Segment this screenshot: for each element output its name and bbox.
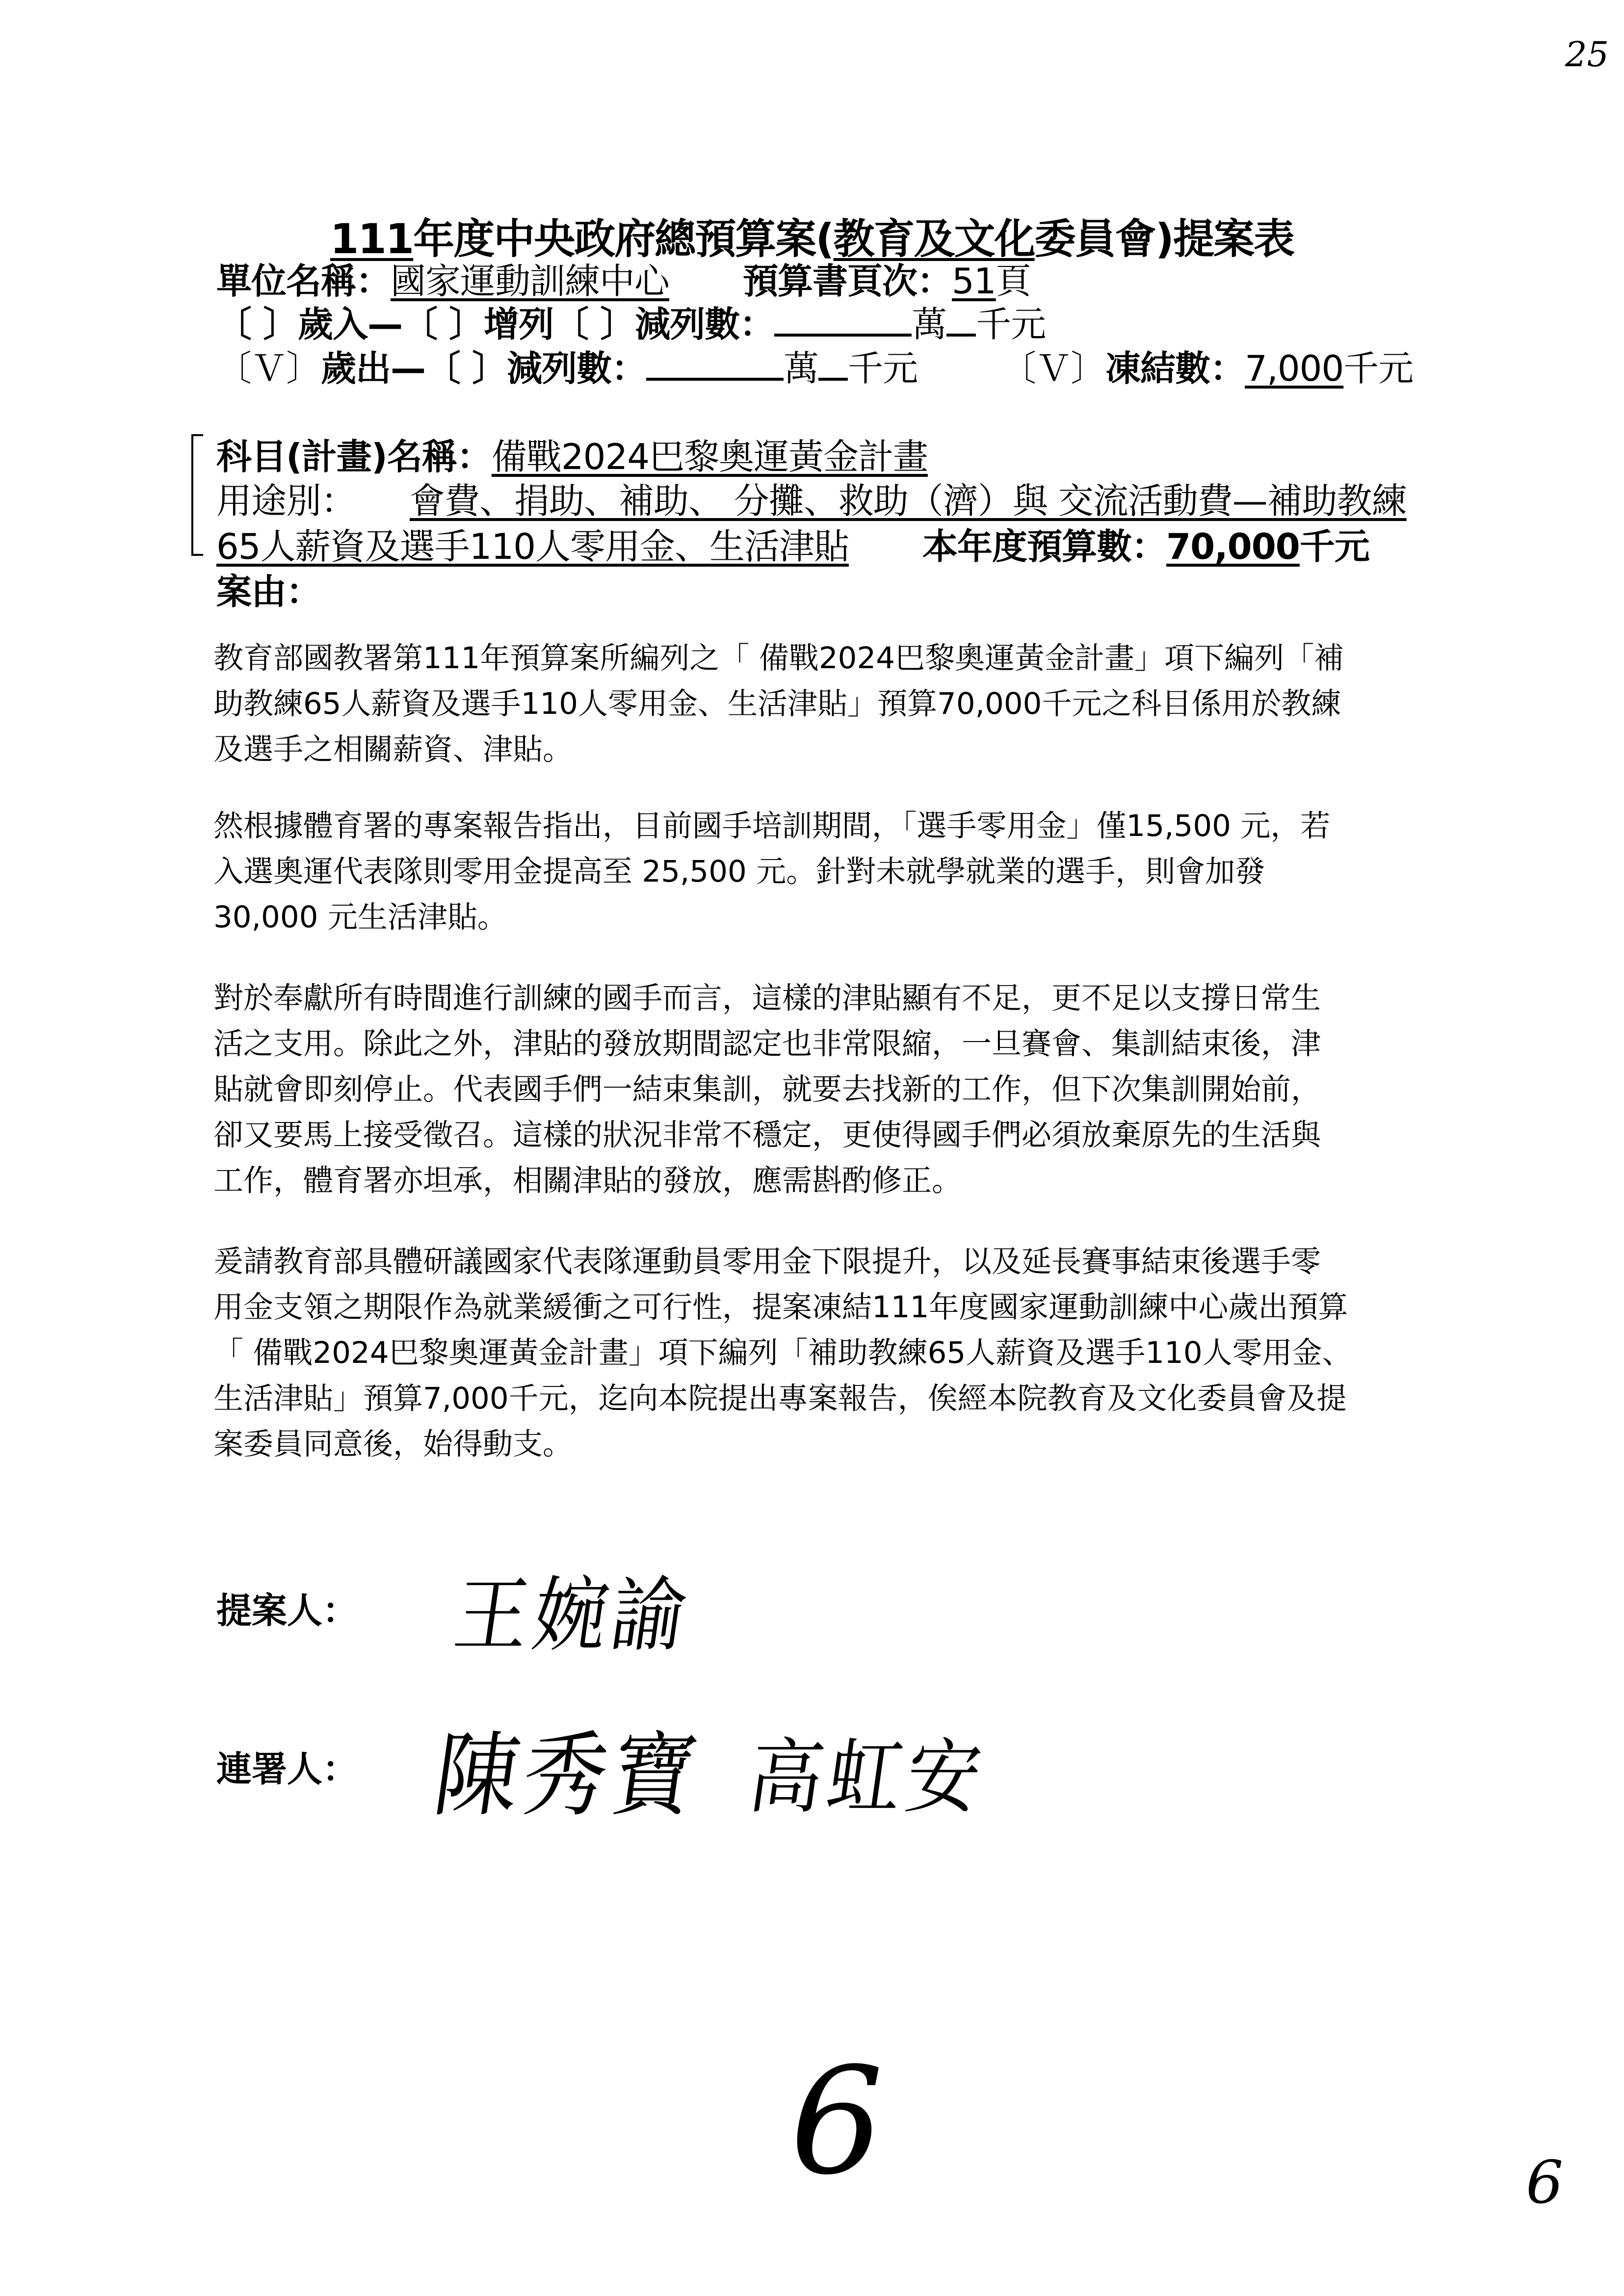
paragraph-1: [213, 635, 1344, 772]
text-line: 工作，體育署亦坦承，相關津貼的發放，應需斟酌修正。: [213, 1163, 962, 1198]
expense-qian: 千元: [848, 348, 918, 389]
cosigner-signature-2: 高虹安: [743, 1730, 992, 1825]
page-label: 預算書頁次：: [743, 261, 952, 302]
subject-line: [216, 428, 928, 479]
title-part1: 年度中央政府總預算案(: [413, 215, 834, 263]
page-mark: 25: [1565, 34, 1609, 75]
text-line: 「 備戰2024巴黎奧運黃金計畫」項下編列「補助教練65人薪資及選手110人零用金、: [213, 1335, 1352, 1370]
usage-line1: 會費、捐助、補助、 分攤、救助（濟）與 交流活動費—補助教練: [410, 480, 1407, 522]
usage-line2: 65人薪資及選手110人零用金、生活津貼: [216, 526, 849, 567]
expense-line: [216, 340, 1413, 391]
title-year: 111: [330, 215, 414, 263]
subject-bracket: [191, 434, 203, 556]
handwritten-number: 6: [790, 2036, 884, 2207]
revenue-wan: 萬: [912, 304, 947, 345]
freeze-unit: 千元: [1343, 348, 1414, 389]
corner-number: 6: [1526, 2149, 1564, 2217]
page-suffix: 頁: [995, 261, 1031, 302]
text-line: 案委員同意後，始得動支。: [213, 1427, 573, 1461]
proposer-label: 提案人：: [216, 1590, 358, 1631]
revenue-qian: 千元: [976, 304, 1046, 345]
text-line: 助教練65人薪資及選手110人零用金、生活津貼」預算70,000千元之科目係用於教練: [213, 686, 1341, 721]
freeze-label: 凍結數：: [1105, 348, 1245, 389]
usage-line-2: [216, 518, 1369, 569]
text-line: 入選奧運代表隊則零用金提高至 25,500 元。針對未就學就業的選手，則會加發: [213, 854, 1265, 889]
freeze-value: 7,000: [1245, 348, 1344, 389]
text-line: 教育部國教署第111年預算案所編列之「 備戰2024巴黎奧運黃金計畫」項下編列「補: [213, 641, 1344, 676]
budget-label: 本年度預算數：: [922, 526, 1167, 567]
text-line: 及選手之相關薪資、津貼。: [213, 732, 573, 767]
title-part2: 委員會)提案表: [1034, 215, 1294, 263]
cosigner-label: 連署人：: [216, 1748, 358, 1790]
subject-value: 備戰2024巴黎奧運黃金計畫: [491, 436, 928, 477]
text-line: 貼就會即刻停止。代表國手們一結束集訓，就要去找新的工作，但下次集訓開始前，: [213, 1072, 1321, 1107]
subject-label: 科目(計畫)名稱：: [216, 436, 492, 477]
usage-line: [216, 472, 1407, 523]
text-line: 爰請教育部具體研議國家代表隊運動員零用金下限提升，以及延長賽事結束後選手零: [213, 1244, 1321, 1279]
reason-label: 案由：: [216, 571, 321, 612]
text-line: 卻又要馬上接受徵召。這樣的狀況非常不穩定，更使得國手們必須放棄原先的生活與: [213, 1118, 1321, 1152]
unit-label: 單位名稱：: [216, 261, 391, 302]
paragraph-3: [213, 975, 1321, 1203]
text-line: 用金支領之期限作為就業緩衝之可行性，提案凍結111年度國家運動訓練中心歲出預算: [213, 1290, 1348, 1325]
revenue-line: [216, 296, 1046, 347]
freeze-check: 〔Ｖ〕: [1001, 348, 1106, 389]
usage-label: 用途別：: [216, 480, 356, 522]
text-line: 生活津貼」預算7,000千元，迄向本院提出專案報告，俟經本院教育及文化委員會及提: [213, 1381, 1347, 1416]
text-line: 活之支用。除此之外，津貼的發放期間認定也非常限縮，一旦賽會、集訓結束後，津: [213, 1026, 1321, 1061]
paragraph-2: [213, 803, 1330, 940]
page-value: 51: [952, 261, 996, 302]
budget-unit: 千元: [1299, 526, 1369, 567]
paragraph-4: [213, 1239, 1352, 1467]
text-line: 對於奉獻所有時間進行訓練的國手而言，這樣的津貼顯有不足，更不足以支撐日常生: [213, 981, 1321, 1016]
expense-label: 歲出—〔 〕減列數：: [321, 348, 647, 389]
expense-check: 〔Ｖ〕: [216, 348, 321, 389]
budget-value: 70,000: [1166, 526, 1300, 567]
expense-wan: 萬: [784, 348, 819, 389]
proposer-signature: 王婉諭: [448, 1568, 698, 1663]
unit-value: 國家運動訓練中心: [391, 261, 670, 302]
text-line: 30,000 元生活津貼。: [213, 900, 507, 935]
revenue-prefix: 〔 〕歲入—〔 〕增列〔 〕減列數：: [216, 304, 775, 345]
title-committee: 教育及文化: [833, 215, 1035, 263]
cosigner-signature-1: 陳秀寶: [428, 1722, 708, 1829]
text-line: 然根據體育署的專案報告指出，目前國手培訓期間，「選手零用金」僅15,500 元，若: [213, 809, 1331, 843]
